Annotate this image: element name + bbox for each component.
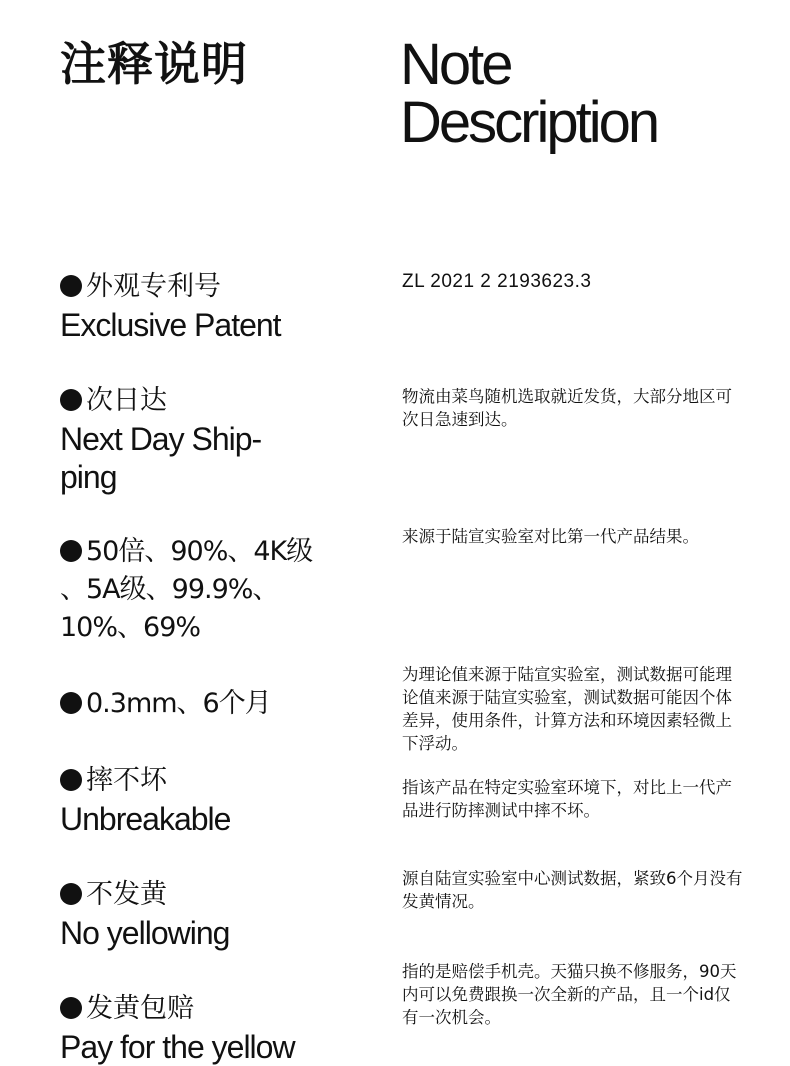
note-description-unbreakable: 指该产品在特定实验室环境下，对比上一代产品进行防摔测试中摔不坏。 xyxy=(402,778,732,820)
note-description-next-day: 物流由菜鸟随机选取就近发货，大部分地区可次日急速到达。 xyxy=(402,387,732,429)
note-description-patent: ZL 2021 2 2193623.3 xyxy=(402,271,592,292)
note-label-no-yellowing xyxy=(60,876,350,952)
note-label-next-day-cn-text: 次日达 xyxy=(86,385,167,416)
note-label-patent xyxy=(60,268,350,344)
note-label-next-day xyxy=(60,382,350,496)
note-label-next-day-en-line-1: Next Day Ship- xyxy=(60,421,262,457)
note-label-thickness-line-1-text: 0.3mm、6个月 xyxy=(86,688,271,719)
page-title-chinese: 注释说明 xyxy=(60,37,248,91)
note-label-yellow-compensation-cn xyxy=(60,990,350,1028)
note-label-metrics xyxy=(60,533,350,647)
bullet-icon xyxy=(60,389,82,411)
note-label-metrics-line-2: 、5A级、99.9%、 xyxy=(60,574,279,605)
note-label-metrics-line-3: 10%、69% xyxy=(60,612,201,643)
note-label-no-yellowing-en: No yellowing xyxy=(60,915,230,951)
note-label-patent-en: Exclusive Patent xyxy=(60,307,281,343)
note-description-no-yellowing: 源自陆宣实验室中心测试数据，紧致6个月没有发黄情况。 xyxy=(402,869,743,911)
bullet-icon xyxy=(60,997,82,1019)
note-label-metrics-line-1-text: 50倍、90%、4K级 xyxy=(86,536,313,567)
note-label-no-yellowing-cn xyxy=(60,876,350,914)
page-title-english-line-1: Note xyxy=(400,32,511,97)
bullet-icon xyxy=(60,769,82,791)
bullet-icon xyxy=(60,692,82,714)
note-label-no-yellowing-cn-text: 不发黄 xyxy=(86,879,167,910)
note-label-yellow-compensation-cn-text: 发黄包赔 xyxy=(86,993,194,1024)
note-label-patent-cn-text: 外观专利号 xyxy=(86,271,221,302)
page-title-english xyxy=(400,32,658,155)
bullet-icon xyxy=(60,275,82,297)
note-label-unbreakable-cn-text: 摔不坏 xyxy=(86,765,167,796)
note-label-metrics-line-1 xyxy=(60,533,350,571)
note-label-next-day-en-line-2: ping xyxy=(60,459,117,495)
note-description-thickness: 为理论值来源于陆宣实验室，测试数据可能理论值来源于陆宣实验室，测试数据可能因个体差异，使用条件，计算方法和环境因素轻微上下浮动。 xyxy=(402,665,732,753)
note-label-unbreakable-cn xyxy=(60,762,350,800)
bullet-icon xyxy=(60,540,82,562)
note-label-thickness-line-1 xyxy=(60,685,350,723)
note-label-unbreakable-en: Unbreakable xyxy=(60,801,231,837)
note-description-yellow-compensation: 指的是赔偿手机壳。天猫只换不修服务，90天内可以免费跟换一次全新的产品，且一个id仅有一次机会。 xyxy=(402,962,737,1027)
note-label-yellow-compensation xyxy=(60,990,350,1066)
note-label-thickness xyxy=(60,685,350,723)
note-label-unbreakable xyxy=(60,762,350,838)
note-description-metrics: 来源于陆宣实验室对比第一代产品结果。 xyxy=(402,527,699,546)
note-label-patent-cn xyxy=(60,268,350,306)
bullet-icon xyxy=(60,883,82,905)
page-title-english-line-2: Description xyxy=(400,90,658,155)
note-label-yellow-compensation-en: Pay for the yellow xyxy=(60,1029,295,1065)
note-label-next-day-cn xyxy=(60,382,350,420)
